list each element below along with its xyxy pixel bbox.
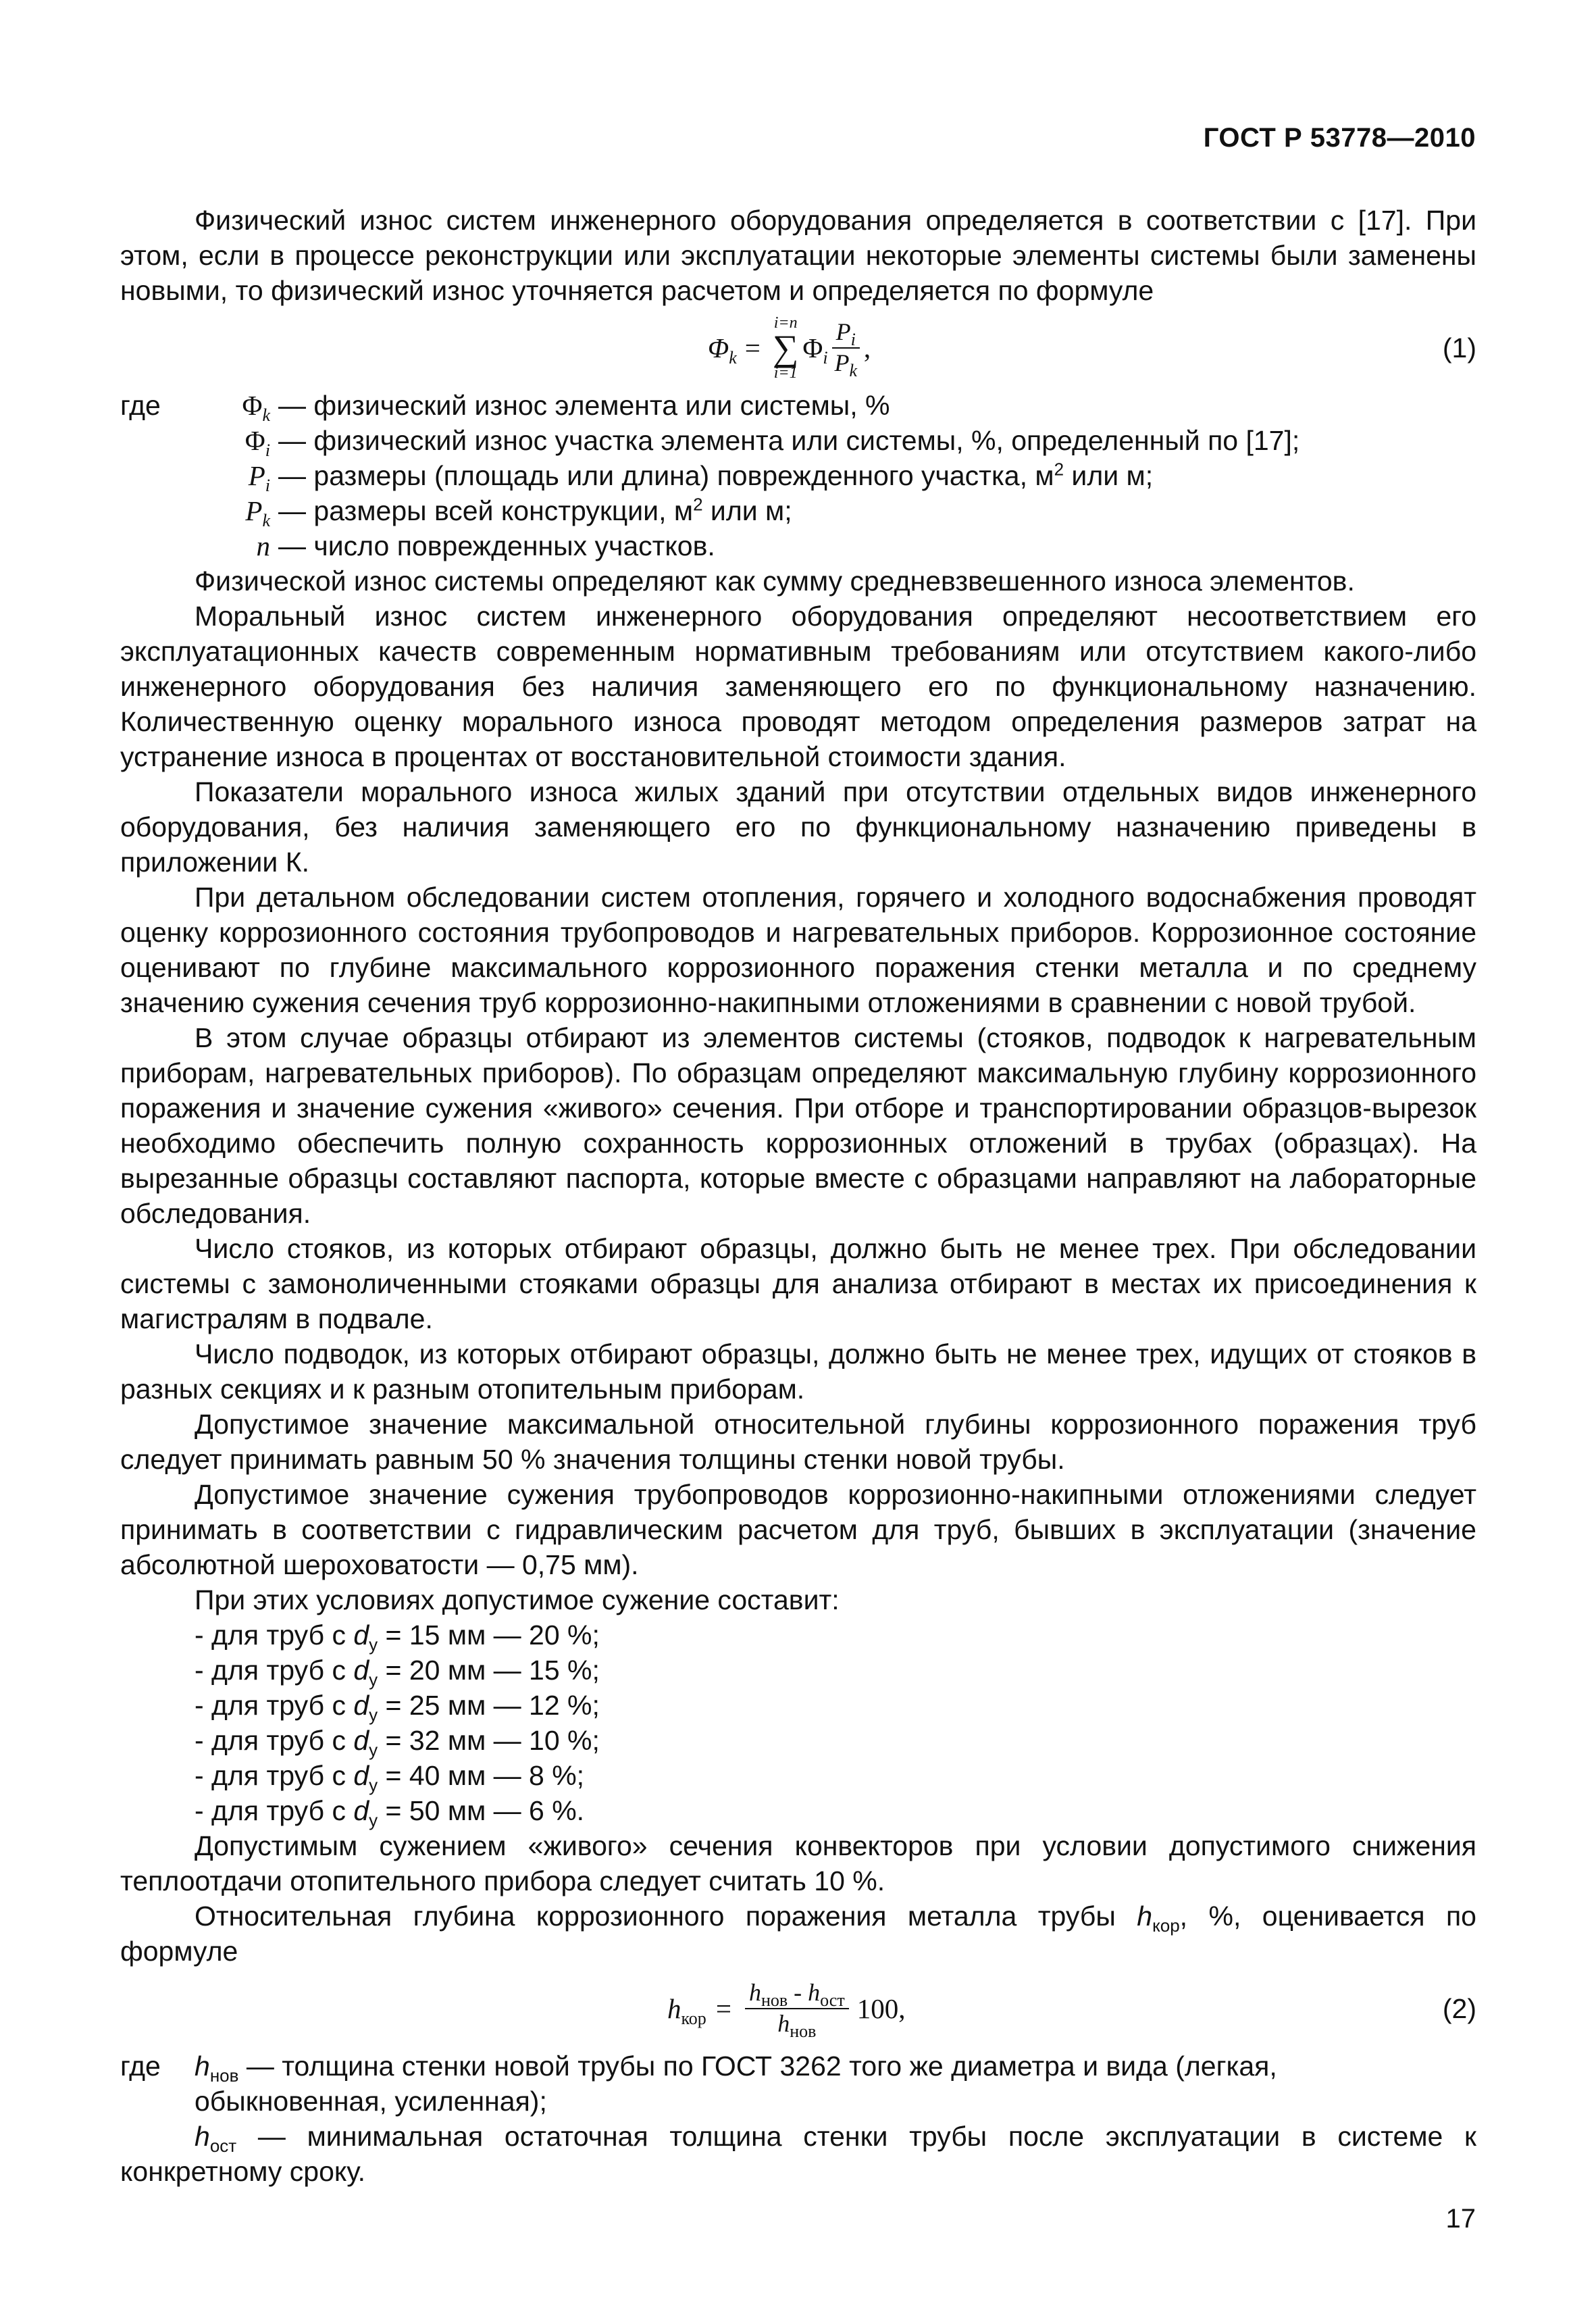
formula-2	[120, 1969, 1476, 2048]
paragraph: Моральный износ систем инженерного оборудования определяют несоответствием его эксплуатационных качеств современным нормативным требованиям или отсутствием какого-либо инженерного оборудования без наличия заменяющего его по функциональному назначению. Количественную оценку морального износа проводят методом определения размеров затрат на устранение износа в процентах от восстановительной стоимости здания.	[120, 601, 1476, 772]
list-item: - для труб с $d_y = 15$ мм — 20 %;	[195, 1619, 600, 1655]
paragraph: Допустимое значение сужения трубопроводов коррозионно-накипными отложениями следует принимать в соответствии с гидравлическим расчетом для труб, бывших в эксплуатации (значение абсолютной шероховатости — 0,75 мм).	[120, 1479, 1476, 1580]
formula-1-legend: где $\Phi_k$ — физический износ элемента или системы, % $\Phi_i$ — физический износ участка элемента или системы, %, определенный по [17]; $P_i$ — размеры (площадь или длина) поврежденного участка, $м^2$ или м; $P_k$ — размеры всей конструкции, $м^2$ или м; n — число поврежденных участков.	[120, 390, 1300, 561]
paragraph: Физической износ системы определяют как сумму средневзвешенного износа элементов.	[195, 565, 1355, 597]
paragraph: Показатели морального износа жилых зданий при отсутствии отдельных видов инженерного оборудования, без наличия заменяющего его по функциональному назначению приведены в приложении К.	[120, 776, 1476, 878]
fraction-depth: $\frac{h_{нов} - h_{ост}}{h_{нов}}$	[745, 1980, 849, 2037]
paragraph: Число подводок, из которых отбирают образцы, должно быть не менее трех, идущих от стояков в разных секциях и к разным отопительным приборам.	[120, 1338, 1476, 1405]
document-code-header: ГОСТ Р 53778—2010	[1203, 123, 1476, 153]
formula-2-legend: где $h_{нов}$ — толщина стенки новой трубы по ГОСТ 3262 того же диаметра и вида (легкая, обыкновенная, усиленная);	[120, 2051, 1277, 2117]
formula-2-legend-item: $h_{ост}$ — минимальная остаточная толщина стенки трубы после эксплуатации в системе к конкретному сроку.	[120, 2121, 1476, 2187]
list-item: - для труб с $d_y = 32$ мм — 10 %;	[195, 1725, 600, 1761]
paragraph: При детальном обследовании систем отопления, горячего и холодного водоснабжения проводят оценку коррозионного состояния трубопроводов и нагревательных приборов. Коррозионное состояние оценивают по глубине максимального коррозионного поражения стенки металла и по среднему значению сужения сечения труб коррозионно-накипными отложениями в сравнении с новой трубой.	[120, 882, 1476, 1018]
list-item: - для труб с $d_y = 20$ мм — 15 %;	[195, 1655, 600, 1690]
formula-1	[120, 308, 1476, 388]
list-item: - для труб с $d_y = 50$ мм — 6 %.	[195, 1795, 585, 1831]
page-number: 17	[1445, 2204, 1476, 2234]
page-content	[120, 203, 1476, 2189]
formula-2-number: (2)	[1442, 1993, 1476, 2024]
paragraph: Допустимое значение максимальной относительной глубины коррозионного поражения труб следует принимать равным 50 % значения толщины стенки новой трубы.	[120, 1409, 1476, 1475]
formula-1-number: (1)	[1442, 332, 1476, 363]
list-item: - для труб с $d_y = 40$ мм — 8 %;	[195, 1760, 585, 1796]
fraction-pi-pk: $\frac{P_i}{P_k}$	[832, 319, 860, 376]
paragraph: Число стояков, из которых отбирают образцы, должно быть не менее трех. При обследовании системы с замоноличенными стояками образцы для анализа отбирают в местах их присоединения к магистралям в подвале.	[120, 1233, 1476, 1334]
paragraph: В этом случае образцы отбирают из элементов системы (стояков, подводок к нагревательным приборам, нагревательных приборов). По образцам определяют максимальную глубину коррозионного поражения и значение сужения «живого» сечения. При отборе и транспортировании образцов-вырезок необходимо обеспечить полную сохранность коррозионных отложений в трубах (образцах). На вырезанные образцы составляют паспорта, которые вместе с образцами направляют на лабораторные обследования.	[120, 1022, 1476, 1229]
paragraph: При этих условиях допустимое сужение составит:	[195, 1584, 840, 1615]
formula-2-body: $h_{кор}$ = $\frac{h_{нов} - h_{ост}}{h_{нов}}$ 100,	[667, 1979, 906, 2042]
formula-1-body: $\Phi_k$ = i=n ∑ i=1 $\Phi_i$ $\frac{P_i}{P_k}$ ,	[708, 314, 871, 382]
sum-operator: i=n ∑ i=1	[772, 314, 799, 382]
pipe-narrowing-list	[120, 1617, 1476, 1831]
paragraph: Допустимым сужением «живого» сечения конвекторов при условии допустимого снижения теплоотдачи отопительного прибора следует считать 10 %.	[120, 1830, 1476, 1896]
intro-paragraph: Физический износ систем инженерного оборудования определяется в соответствии с [17]. При этом, если в процессе реконструкции или эксплуатации некоторые элементы системы были заменены новыми, то физический износ уточняется расчетом и определяется по формуле	[120, 205, 1476, 306]
paragraph: Относительная глубина коррозионного поражения металла трубы $h_{кор}$, %, оценивается по формуле	[120, 1901, 1476, 1967]
list-item: - для труб с $d_y = 25$ мм — 12 %;	[195, 1690, 600, 1726]
